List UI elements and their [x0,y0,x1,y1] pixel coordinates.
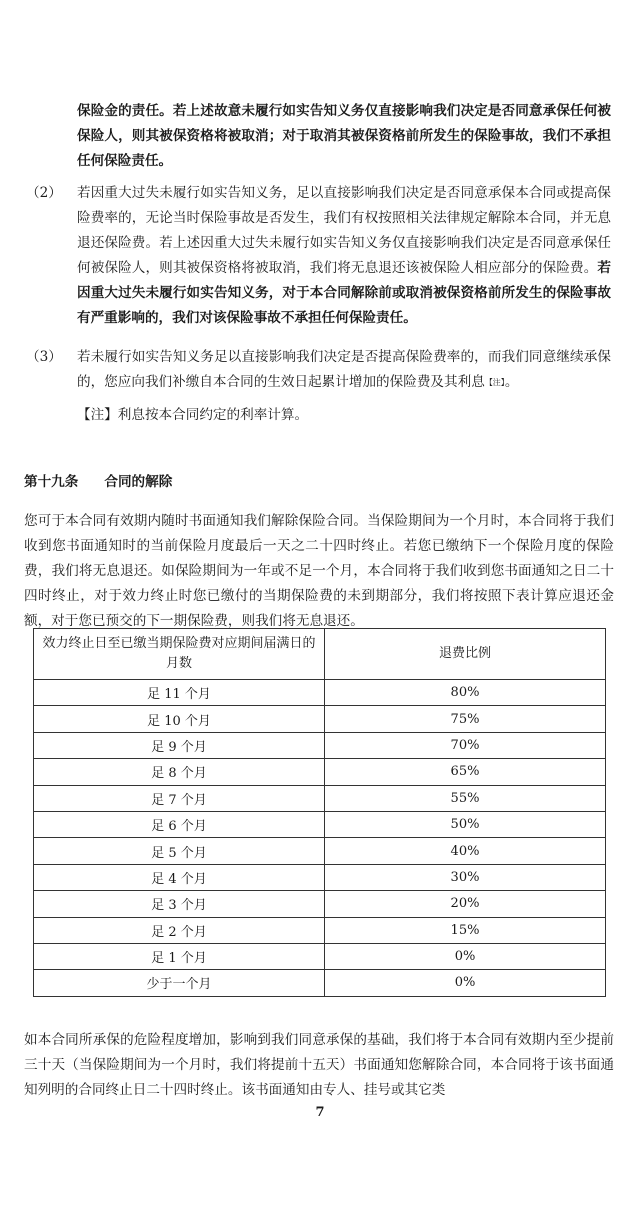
table-header-row [34,629,606,680]
row-months: 足 5 个月 [34,838,325,864]
row-months: 足 1 个月 [34,943,325,969]
page-number: 7 [315,1105,325,1120]
section-heading [24,470,172,495]
row-months: 足 9 个月 [34,732,325,758]
row-ratio: 0% [325,970,606,996]
section-number: 第十九条 [24,474,79,490]
table-row [34,785,606,811]
table-row [34,891,606,917]
table-row [34,838,606,864]
row-ratio: 0% [325,943,606,969]
table-row [34,970,606,996]
item-2-plain: 若因重大过失未履行如实告知义务，足以直接影响我们决定是否同意承保本合同或提高保险费率的，无论当时保险事故是否发生，我们有权按照相关法律规定解除本合同，并无息退还保险费。若上述因重大过失未履行如实告知义务仅直接影响我们决定是否同意承保任何被保险人，则其被保资格将被取消，我们将无息退还该被保险人相应部分的保险费。 [77,185,611,276]
table-row [34,917,606,943]
row-ratio: 75% [325,706,606,732]
row-months: 少于一个月 [34,970,325,996]
item-3-text [77,345,611,395]
row-ratio: 55% [325,785,606,811]
table-row [34,864,606,890]
note-marker: 【注】 [484,378,505,387]
section-title: 合同的解除 [104,474,173,490]
item-3-body: 若未履行如实告知义务足以直接影响我们决定是否提高保险费率的，而我们同意继续承保的，您应向我们补缴自本合同的生效日起累计增加的保险费及其利息 [77,349,611,390]
row-months: 足 2 个月 [34,917,325,943]
item-3-end: 。 [504,374,519,390]
section-paragraph: 您可于本合同有效期内随时书面通知我们解除保险合同。当保险期间为一个月时，本合同将于我们收到您书面通知时的当前保险月度最后一天之二十四时终止。若您已缴纳下一个保险月度的保险费，我们将无息退还。如保险期间为一年或不足一个月，本合同将于我们收到您书面通知之日二十四时终止，对于效力终止时您已缴付的当期保险费的未到期部分，我们将按照下表计算应退还金额，对于您已预交的下一期保险费，则我们将无息退还。 [24,513,614,629]
refund-table [33,628,606,997]
row-months: 足 7 个月 [34,785,325,811]
row-ratio: 80% [325,680,606,706]
continued-paragraph-bold: 保险金的责任。若上述故意未履行如实告知义务仅直接影响我们决定是否同意承保任何被保险人，则其被保资格将被取消；对于取消其被保资格前所发生的保险事故，我们不承担任何保险责任。 [77,103,611,169]
row-months: 足 8 个月 [34,759,325,785]
row-months: 足 3 个月 [34,891,325,917]
table-row [34,680,606,706]
row-ratio: 20% [325,891,606,917]
table-row [34,706,606,732]
row-ratio: 40% [325,838,606,864]
row-months: 足 10 个月 [34,706,325,732]
item-3-number: （3） [26,349,62,365]
row-ratio: 50% [325,811,606,837]
row-ratio: 70% [325,732,606,758]
row-ratio: 65% [325,759,606,785]
row-months: 足 6 个月 [34,811,325,837]
table-row [34,759,606,785]
item-2-bold: 若因重大过失未履行如实告知义务，对于本合同解除前或取消被保资格前所发生的保险事故有严重影响的，我们对该保险事故不承担任何保险责任。 [77,260,611,326]
final-paragraph: 如本合同所承保的危险程度增加，影响到我们同意承保的基础，我们将于本合同有效期内至少提前三十天（当保险期间为一个月时，我们将提前十五天）书面通知您解除合同，本合同将于该书面通知列明的合同终止日二十四时终止。该书面通知由专人、挂号或其它类 [24,1032,614,1098]
table-row [34,943,606,969]
header-months: 效力终止日至已缴当期保险费对应期间届满日的月数 [34,629,325,680]
table-row [34,811,606,837]
header-ratio: 退费比例 [325,629,606,680]
row-months: 足 4 个月 [34,864,325,890]
row-ratio: 15% [325,917,606,943]
continued-paragraph [77,99,611,174]
item-2-number: （2） [26,185,62,201]
item-2-text [77,181,611,331]
interest-note: 【注】利息按本合同约定的利率计算。 [77,407,309,423]
row-ratio: 30% [325,864,606,890]
table-row [34,732,606,758]
row-months: 足 11 个月 [34,680,325,706]
